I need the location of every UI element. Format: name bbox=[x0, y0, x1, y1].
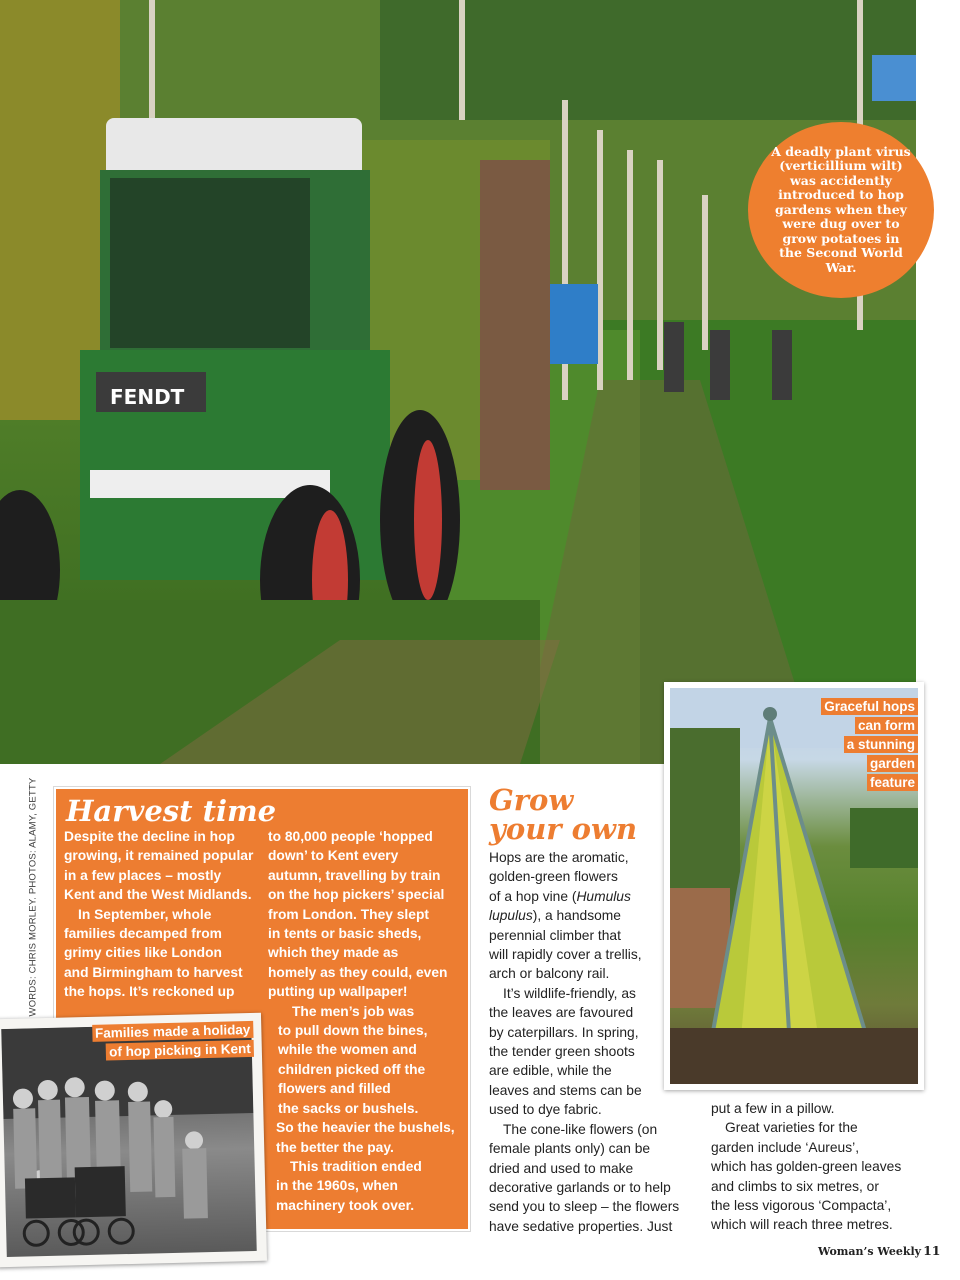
harvest-column-1 bbox=[64, 827, 253, 1002]
grow-line: and climbs to six metres, or bbox=[711, 1178, 879, 1194]
grow-line: Great varieties for the bbox=[725, 1120, 858, 1136]
grow-line: by caterpillars. In spring, bbox=[489, 1024, 639, 1040]
families-caption-line: Families made a holiday bbox=[92, 1021, 254, 1042]
harvest-title: Harvest time bbox=[66, 794, 277, 828]
garden-caption-line: feature bbox=[867, 774, 918, 791]
grow-line: lupulus), a handsome bbox=[489, 908, 621, 924]
grow-line: of a hop vine (Humulus bbox=[489, 888, 631, 904]
grow-line: which has golden-green leaves bbox=[711, 1159, 902, 1175]
harvest-line: Despite the decline in hop bbox=[64, 829, 235, 844]
harvest-line: the better the pay. bbox=[276, 1139, 394, 1155]
page-number: 11 bbox=[923, 1243, 941, 1258]
grow-line: the leaves are favoured bbox=[489, 1005, 634, 1021]
grow-line: have sedative properties. Just bbox=[489, 1218, 673, 1234]
harvest-line: putting up wallpaper! bbox=[268, 984, 408, 1000]
harvest-line: while the women and bbox=[278, 1042, 417, 1058]
families-photo-frame bbox=[0, 1013, 267, 1268]
grow-line: golden-green flowers bbox=[489, 869, 618, 885]
grow-title-line: Grow bbox=[489, 783, 574, 817]
grow-line: perennial climber that bbox=[489, 927, 621, 943]
garden-caption-line: garden bbox=[867, 755, 918, 772]
garden-caption-line: a stunning bbox=[844, 736, 918, 753]
garden-photo-frame bbox=[664, 682, 924, 1090]
harvest-line: the sacks or bushels. bbox=[278, 1100, 419, 1116]
grow-column-1 bbox=[489, 848, 679, 1236]
harvest-column-2 bbox=[268, 827, 455, 1215]
grow-line: the tender green shoots bbox=[489, 1044, 635, 1060]
grow-line: used to dye fabric. bbox=[489, 1102, 602, 1118]
harvest-line: and Birmingham to harvest bbox=[64, 964, 243, 980]
grow-line: leaves and stems can be bbox=[489, 1082, 642, 1098]
grow-line: the less vigorous ‘Compacta’, bbox=[711, 1198, 892, 1214]
grow-line: put a few in a pillow. bbox=[711, 1101, 835, 1116]
grow-line: Hops are the aromatic, bbox=[489, 850, 629, 865]
page-footer bbox=[818, 1243, 940, 1258]
harvest-line: on the hop pickers’ special bbox=[268, 887, 445, 903]
harvest-line: children picked off the bbox=[278, 1061, 426, 1077]
harvest-line: The men’s job was bbox=[292, 1003, 415, 1019]
page-tab-blue bbox=[872, 55, 916, 101]
grow-line: are edible, while the bbox=[489, 1063, 612, 1079]
grow-column-2 bbox=[711, 1099, 901, 1235]
grow-line: It’s wildlife-friendly, as bbox=[503, 985, 636, 1001]
families-caption bbox=[92, 1021, 254, 1063]
harvest-line: in a few places – mostly bbox=[64, 867, 222, 883]
credit-text: WORDS: CHRIS MORLEY. PHOTOS: ALAMY, GETTY bbox=[27, 777, 39, 1017]
harvest-line: to 80,000 people ‘hopped bbox=[268, 829, 433, 844]
harvest-line: grimy cities like London bbox=[64, 945, 222, 961]
harvest-line: in tents or basic sheds, bbox=[268, 926, 422, 942]
harvest-line: the hops. It’s reckoned up bbox=[64, 984, 235, 1000]
virus-fact-text: A deadly plant virus (verticillium wilt) was accidently introduced to hop gardens when they were dug over to grow potatoes in the Second World War. bbox=[771, 143, 911, 275]
tractor-brand: FENDT bbox=[110, 385, 185, 409]
harvest-line: This tradition ended bbox=[290, 1158, 422, 1174]
harvest-line: machinery took over. bbox=[276, 1197, 415, 1213]
harvest-line: from London. They slept bbox=[268, 906, 429, 922]
grow-title-line: your own bbox=[489, 812, 638, 846]
harvest-line: flowers and filled bbox=[278, 1081, 391, 1097]
harvest-line: which they made as bbox=[268, 945, 399, 961]
grow-line: The cone-like flowers (on bbox=[503, 1121, 658, 1137]
harvest-line: In September, whole bbox=[78, 906, 212, 922]
garden-caption-line: Graceful hops bbox=[821, 698, 918, 715]
harvest-line: Kent and the West Midlands. bbox=[64, 887, 252, 903]
grow-line: garden include ‘Aureus’, bbox=[711, 1139, 860, 1155]
harvest-line: in the 1960s, when bbox=[276, 1178, 398, 1194]
grow-title bbox=[489, 783, 638, 846]
grow-line: arch or balcony rail. bbox=[489, 966, 610, 982]
garden-caption-line: can form bbox=[855, 717, 918, 734]
harvest-line: growing, it remained popular bbox=[64, 848, 254, 864]
harvest-line: families decamped from bbox=[64, 926, 222, 942]
grow-line: female plants only) can be bbox=[489, 1141, 651, 1157]
grow-line: decorative garlands or to help bbox=[489, 1179, 671, 1195]
magazine-name: Woman’s Weekly bbox=[818, 1245, 922, 1258]
harvest-line: to pull down the bines, bbox=[278, 1023, 428, 1039]
grow-line: which will reach three metres. bbox=[711, 1217, 893, 1233]
garden-caption bbox=[821, 698, 918, 793]
harvest-line: So the heavier the bushels, bbox=[276, 1120, 455, 1136]
virus-fact-circle bbox=[748, 122, 934, 298]
harvest-line: homely as they could, even bbox=[268, 964, 448, 980]
harvest-line: down’ to Kent every bbox=[268, 848, 399, 864]
photo-credit bbox=[24, 777, 42, 1017]
grow-line: will rapidly cover a trellis, bbox=[489, 947, 642, 963]
harvest-line: autumn, travelling by train bbox=[268, 867, 441, 883]
grow-line: send you to sleep – the flowers bbox=[489, 1199, 680, 1215]
families-caption-line: of hop picking in Kent bbox=[106, 1040, 254, 1061]
grow-line: dried and used to make bbox=[489, 1160, 634, 1176]
